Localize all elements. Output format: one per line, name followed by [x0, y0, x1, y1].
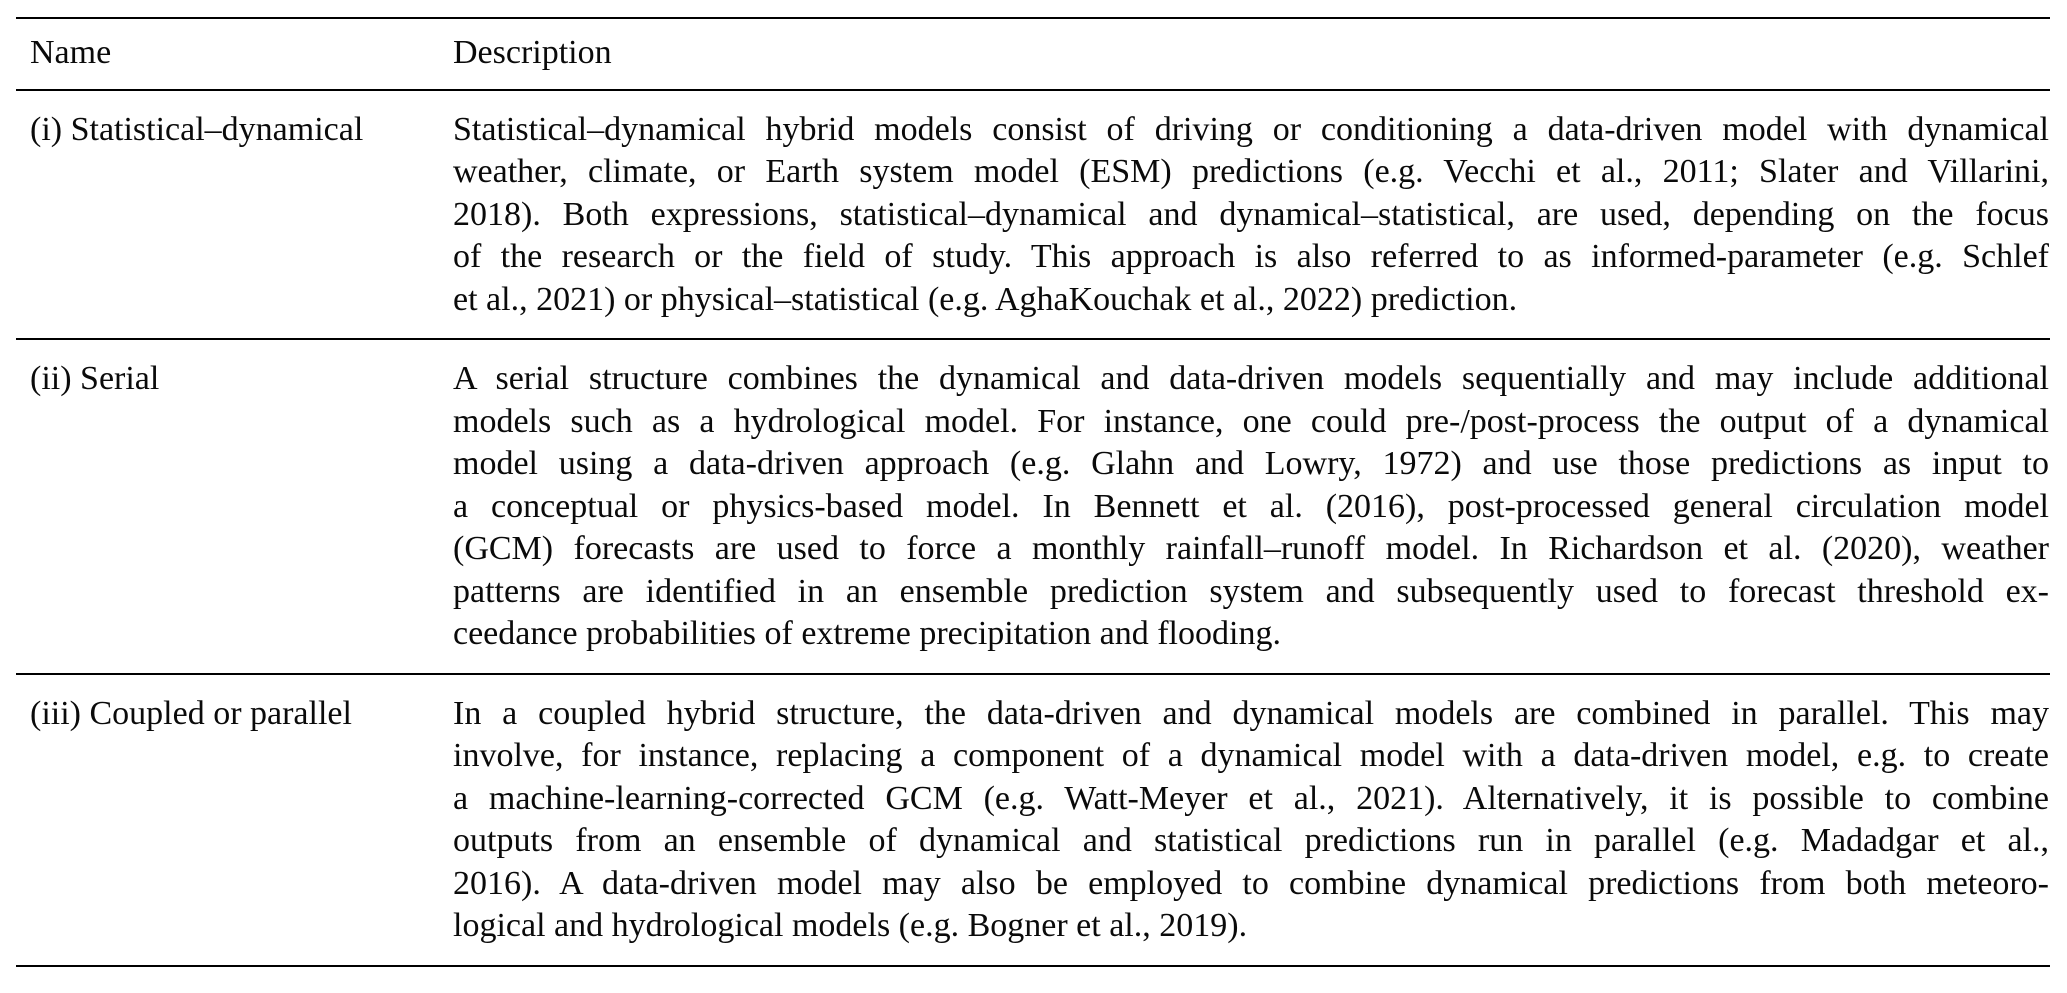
description-line: models such as a hydrological model. For instance, one could pre-/post-process the output of a dynamical [453, 402, 2049, 440]
table-header-row [16, 19, 2050, 91]
description-line: model using a data-driven approach (e.g. Glahn and Lowry, 1972) and use those predictions as input to [453, 445, 2049, 482]
row-description [453, 693, 2050, 948]
description-line: logical and hydrological models (e.g. Bogner et al., 2019). [453, 907, 1248, 944]
row-name: (iii) Coupled or parallel [30, 694, 352, 732]
description-line: et al., 2021) or physical–statistical (e.g. AghaKouchak et al., 2022) prediction. [453, 280, 1518, 318]
description-line: patterns are identified in an ensemble prediction system and subsequently used to forecast threshold ex- [453, 572, 2049, 610]
row-name: (ii) Serial [30, 360, 160, 397]
table-row-serial [16, 338, 2050, 673]
description-line: outputs from an ensemble of dynamical and statistical predictions run in parallel (e.g. Madadgar et al., [453, 822, 2049, 859]
table-row-statistical-dynamical [16, 91, 2050, 339]
description-line: A serial structure combines the dynamical and data-driven models sequentially and may include additional [453, 360, 2049, 397]
description-line: (GCM) forecasts are used to force a monthly rainfall–runoff model. In Richardson et al. (2020), weather [453, 530, 2049, 567]
description-line: In a coupled hybrid structure, the data-driven and dynamical models are combined in parallel. This may [453, 694, 2049, 732]
row-description [453, 358, 2050, 656]
description-line: a machine-learning-corrected GCM (e.g. Watt-Meyer et al., 2021). Alternatively, it is possible to combine [453, 779, 2049, 817]
description-line: ceedance probabilities of extreme precipitation and flooding. [453, 615, 1281, 652]
description-line: Statistical–dynamical hybrid models consist of driving or conditioning a data-driven model with dynamical [453, 110, 2049, 148]
description-line: 2018). Both expressions, statistical–dynamical and dynamical–statistical, are used, depending on the focus [453, 195, 2049, 233]
description-line: a conceptual or physics-based model. In Bennett et al. (2016), post-processed general circulation model [453, 487, 2049, 525]
column-header-description: Description [453, 34, 612, 71]
table-row-coupled-parallel [16, 673, 2050, 965]
description-line: weather, climate, or Earth system model (ESM) predictions (e.g. Vecchi et al., 2011; Slater and Villarini, [453, 153, 2049, 190]
description-line: of the research or the field of study. This approach is also referred to as informed-parameter (e.g. Schlef [453, 238, 2049, 275]
row-description [453, 109, 2050, 322]
column-header-name: Name [30, 34, 112, 71]
hybrid-model-types-table [16, 17, 2050, 967]
row-name: (i) Statistical–dynamical [30, 110, 364, 148]
description-line: involve, for instance, replacing a component of a dynamical model with a data-driven model, e.g. to create [453, 737, 2049, 774]
description-line: 2016). A data-driven model may also be employed to combine dynamical predictions from both meteoro- [453, 864, 2049, 902]
